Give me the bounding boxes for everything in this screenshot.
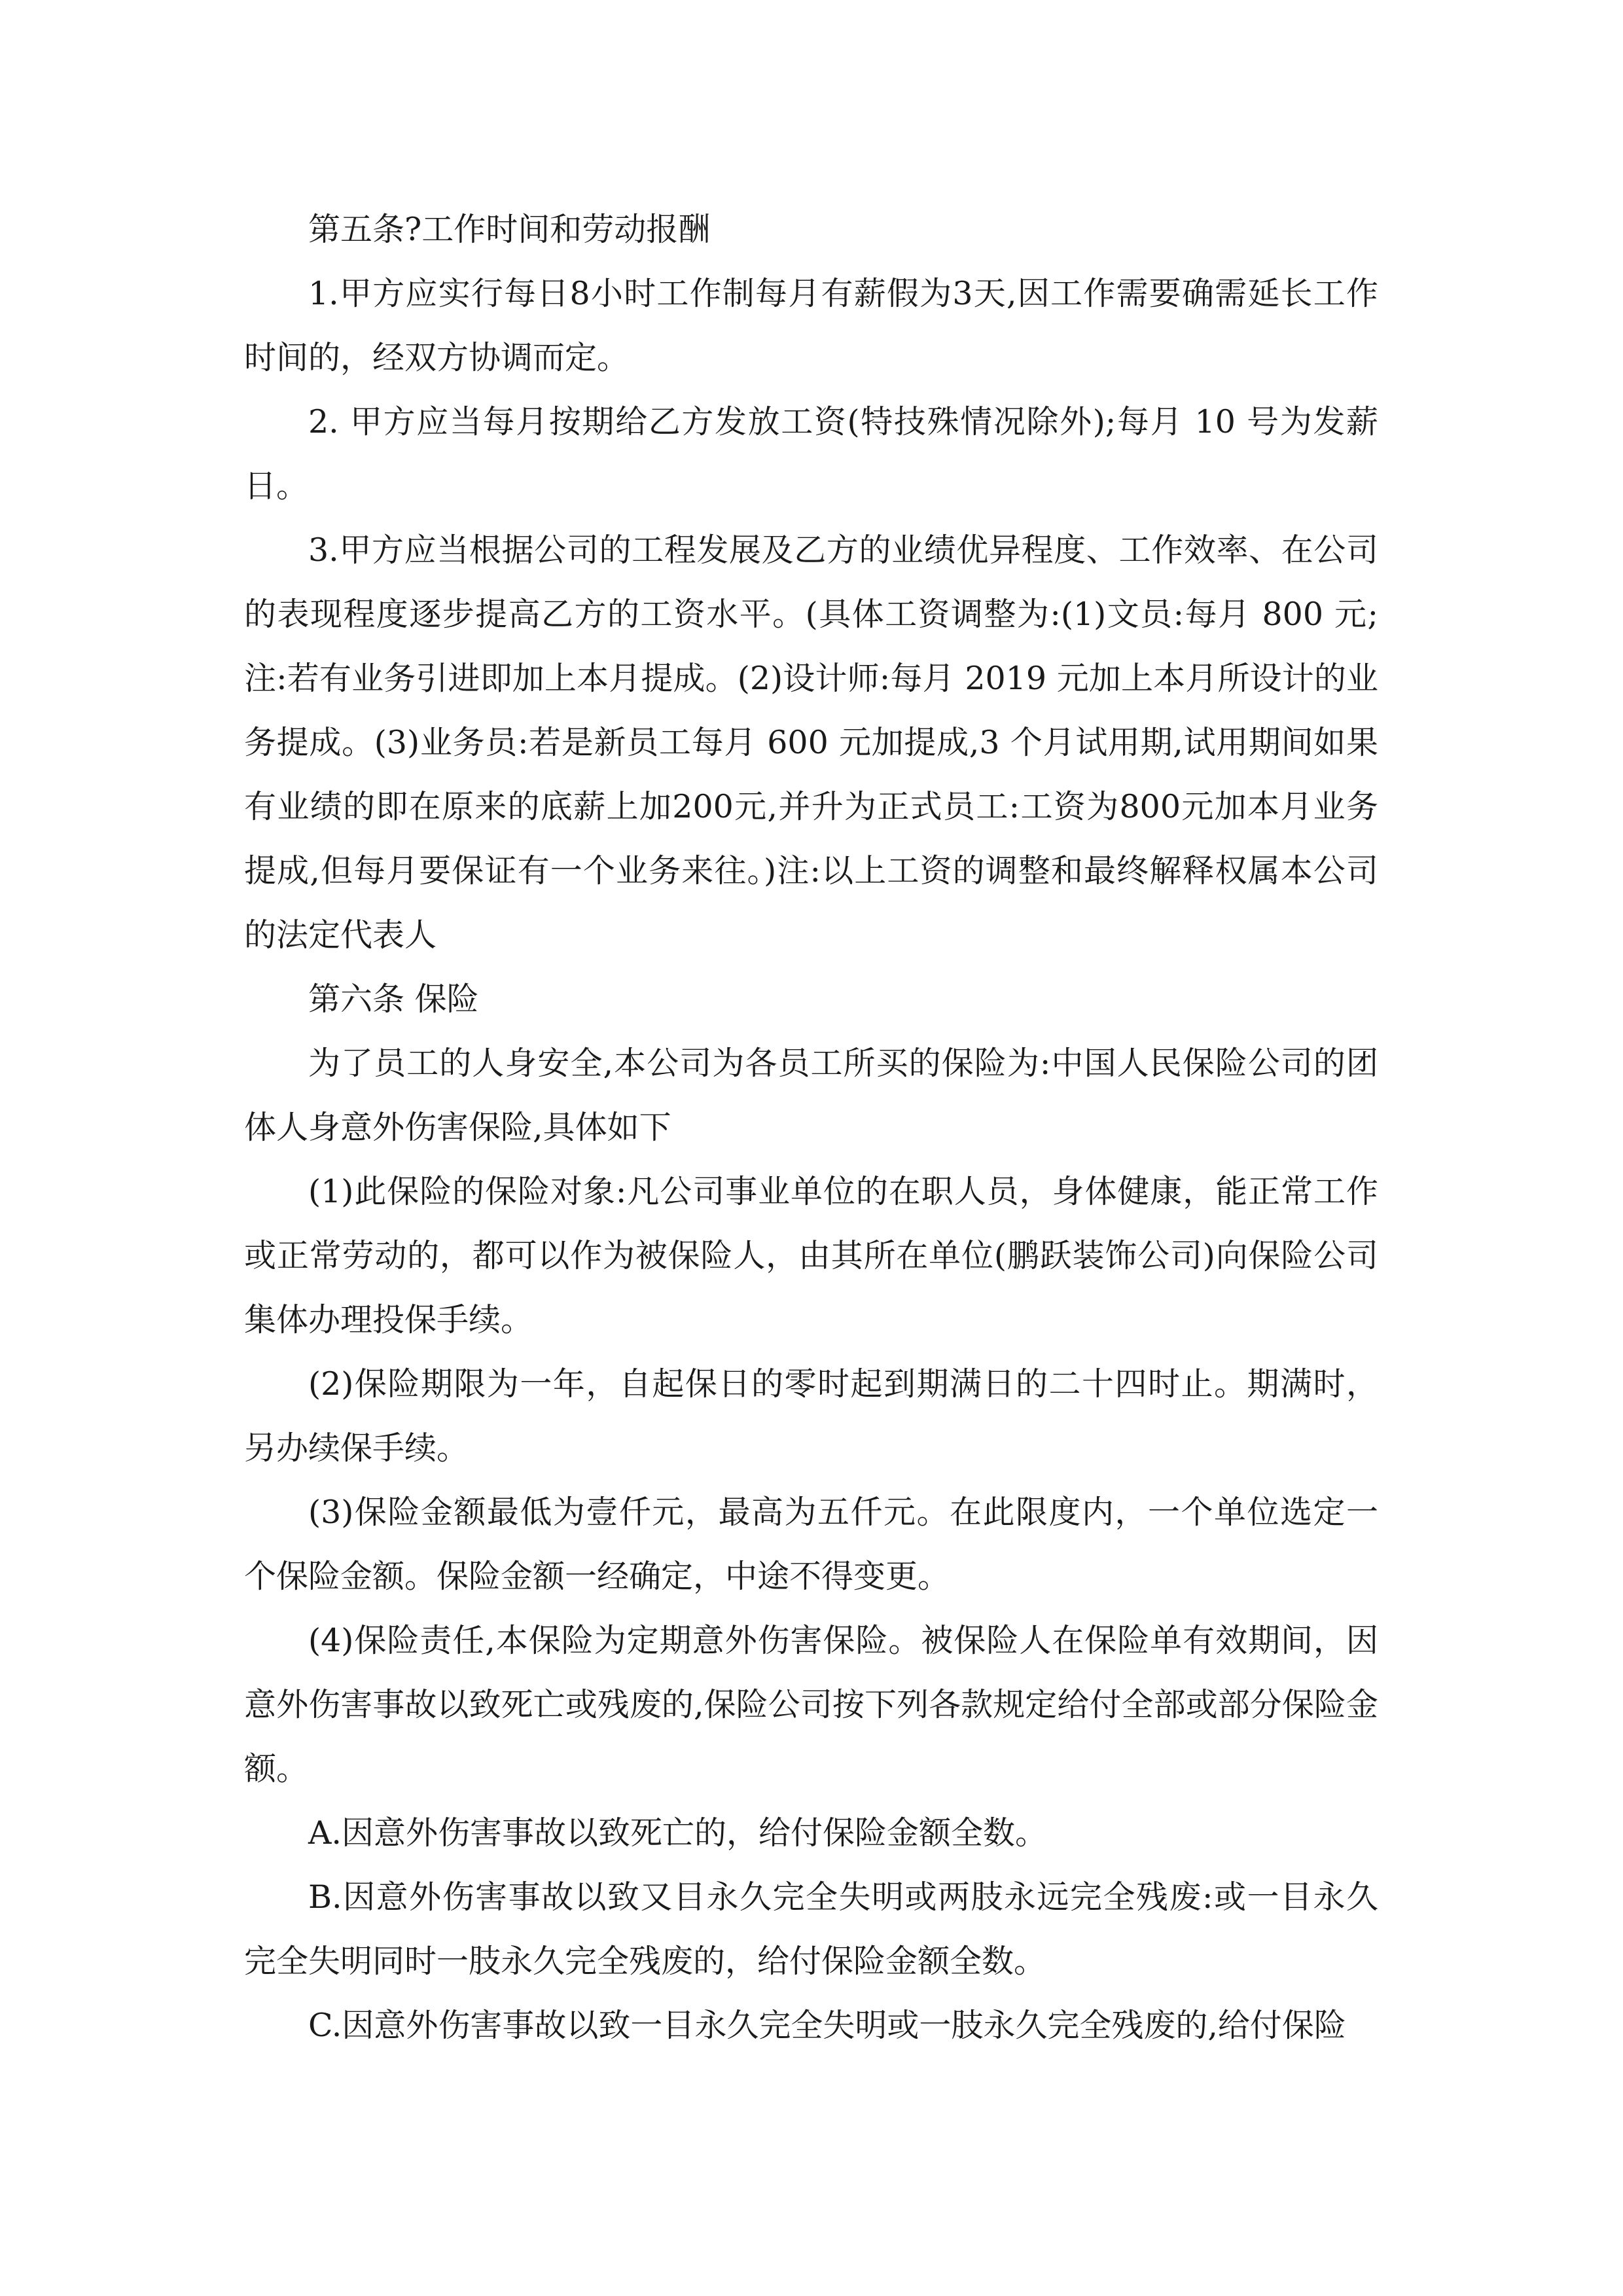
paragraph: 为了员工的人身安全,本公司为各员工所买的保险为:中国人民保险公司的团体人身意外伤害保险,具体如下 <box>244 1045 1378 1146</box>
paragraph: 2. 甲方应当每月按期给乙方发放工资(特技殊情况除外);每月 10 号为发薪日。 <box>244 403 1378 505</box>
document-body <box>244 198 1378 2058</box>
paragraph: (4)保险责任,本保险为定期意外伤害保险。被保险人在保险单有效期间，因意外伤害事故以致死亡或残废的,保险公司按下列各款规定给付全部或部分保险金额。 <box>244 1622 1378 1787</box>
paragraph: B.因意外伤害事故以致又目永久完全失明或两肢永远完全残废:或一目永久完全失明同时一肢永久完全残废的，给付保险金额全数。 <box>244 1878 1378 1980</box>
paragraph: (2)保险期限为一年，自起保日的零时起到期满日的二十四时止。期满时，另办续保手续。 <box>244 1365 1378 1467</box>
paragraph: (3)保险金额最低为壹仟元，最高为五仟元。在此限度内，一个单位选定一个保险金额。保险金额一经确定，中途不得变更。 <box>244 1494 1378 1595</box>
paragraph: A.因意外伤害事故以致死亡的，给付保险金额全数。 <box>308 1814 1047 1852</box>
paragraph: 3.甲方应当根据公司的工程发展及乙方的业绩优异程度、工作效率、在公司的表现程度逐步提高乙方的工资水平。(具体工资调整为:(1)文员:每月 800 元;注:若有业务引进即加上本月提成。(2)设计师:每月 2019 元加上本月所设计的业务提成。(3)业务员:若是新员工每月 600 元加提成,3 个月试用期,试用期间如果有业绩的即在原来的底薪上加200元,并升为正式员工:工资为800元加本月业务提成,但每月要保证有一个业务来往。)注:以上工资的调整和最终解释权属本公司的法定代表人 <box>244 531 1378 954</box>
section-heading-5: 第五条?工作时间和劳动报酬 <box>308 211 711 248</box>
paragraph: 1.甲方应实行每日8小时工作制每月有薪假为3天,因工作需要确需延长工作时间的，经双方协调而定。 <box>244 275 1378 376</box>
paragraph: (1)此保险的保险对象:凡公司事业单位的在职人员，身体健康，能正常工作或正常劳动的，都可以作为被保险人，由其所在单位(鹏跃装饰公司)向保险公司集体办理投保手续。 <box>244 1173 1378 1338</box>
section-heading-6: 第六条 保险 <box>308 980 479 1018</box>
paragraph: C.因意外伤害事故以致一目永久完全失明或一肢永久完全残废的,给付保险 <box>308 2007 1346 2044</box>
